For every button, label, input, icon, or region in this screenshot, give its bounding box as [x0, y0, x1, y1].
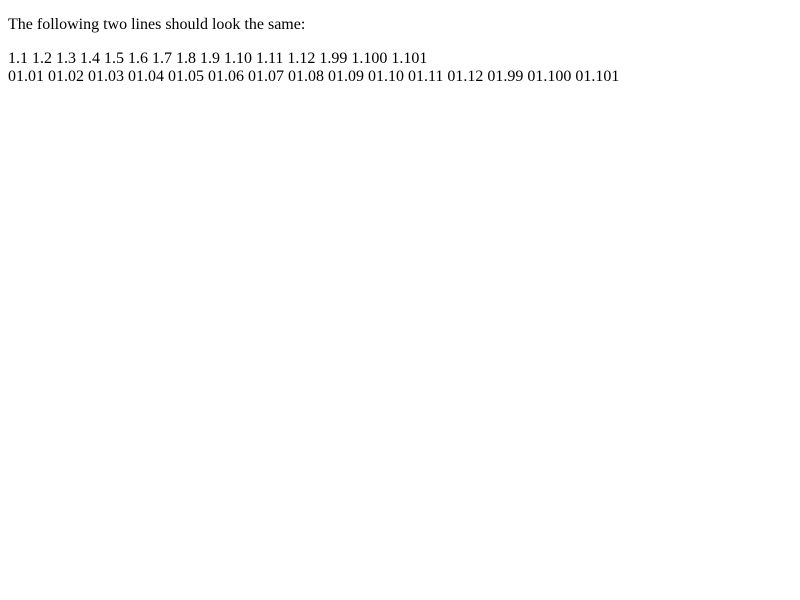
list-item: 1.5	[104, 50, 124, 67]
list-item: 1.99	[319, 50, 348, 67]
list-item: 1.2	[32, 50, 52, 67]
list-item: 01.04	[128, 68, 164, 85]
intro-text: The following two lines should look the same:	[8, 16, 306, 33]
list-item: 1.9	[200, 50, 220, 67]
list-item: 1.3	[56, 50, 76, 67]
list-item: 01.05	[168, 68, 204, 85]
list-item: 1.12	[287, 50, 316, 67]
list-item: 1.4	[80, 50, 100, 67]
numbered-line-2	[8, 68, 792, 86]
list-item: 01.12	[447, 68, 484, 85]
list-item: 01.100	[527, 68, 572, 85]
list-item: 1.101	[391, 50, 428, 67]
list-item: 1.1	[8, 50, 28, 67]
list-item: 01.10	[368, 68, 404, 85]
list-item: 01.11	[408, 68, 444, 85]
list-item: 1.6	[128, 50, 148, 67]
comparison-lines	[8, 50, 792, 86]
list-item: 1.100	[351, 50, 388, 67]
list-item: 01.02	[48, 68, 84, 85]
list-item: 1.7	[152, 50, 172, 67]
list-item: 1.10	[224, 50, 252, 67]
list-item: 01.09	[328, 68, 364, 85]
numbered-line-1	[8, 50, 792, 68]
list-item: 1.8	[176, 50, 196, 67]
list-item: 01.06	[208, 68, 244, 85]
list-item: 01.01	[8, 68, 44, 85]
list-item: 01.03	[88, 68, 124, 85]
list-item: 01.07	[248, 68, 284, 85]
list-item: 01.08	[288, 68, 324, 85]
list-item: 01.101	[575, 68, 620, 85]
list-item: 01.99	[487, 68, 524, 85]
list-item: 1.11	[256, 50, 284, 67]
